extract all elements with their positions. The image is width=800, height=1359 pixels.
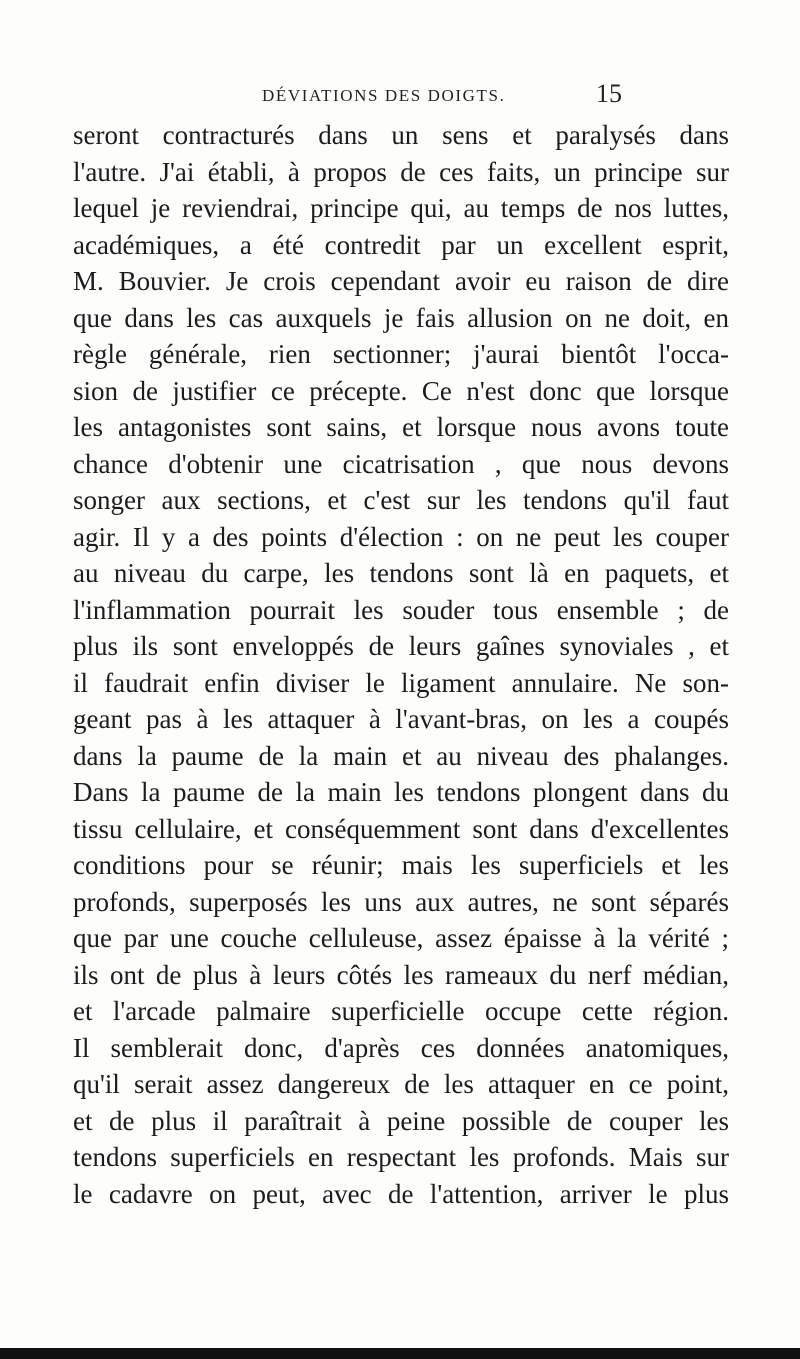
text-line: plus ils sont enveloppés de leurs gaînes synoviales , et: [73, 631, 729, 661]
text-line: agir. Il y a des points d'élection : on ne peut les couper: [73, 521, 729, 552]
text-line: règle générale, rien sectionner; j'aurai bientôt l'occa-: [73, 339, 729, 369]
text-line: et l'arcade palmaire superficielle occupe cette région.: [73, 996, 729, 1026]
text-line: l'autre. J'ai établi, à propos de ces faits, un principe sur: [73, 156, 729, 187]
bottom-edge-bar: [0, 1348, 800, 1359]
text-line: chance d'obtenir une cicatrisation , que nous devons: [73, 448, 729, 479]
text-line: académiques, a été contredit par un excellent esprit,: [73, 229, 729, 260]
text-line: geant pas à les attaquer à l'avant-bras, on les a coupés: [73, 704, 729, 734]
text-line: conditions pour se réunir; mais les superficiels et les: [73, 850, 729, 880]
text-line: Dans la paume de la main les tendons plongent dans du: [73, 777, 729, 807]
text-line: seront contracturés dans un sens et paralysés dans: [73, 120, 729, 150]
page-number: 15: [596, 79, 622, 108]
text-line: tendons superficiels en respectant les profonds. Mais sur: [73, 1142, 729, 1172]
text-line: que par une couche celluleuse, assez épaisse à la vérité ;: [73, 923, 729, 953]
text-line: tissu cellulaire, et conséquemment sont dans d'excellentes: [73, 813, 729, 844]
text-line: les antagonistes sont sains, et lorsque nous avons toute: [73, 412, 729, 442]
running-head: DÉVIATIONS DES DOIGTS.: [262, 86, 506, 105]
text-line: sion de justifier ce précepte. Ce n'est donc que lorsque: [73, 375, 729, 406]
text-line: au niveau du carpe, les tendons sont là en paquets, et: [73, 558, 729, 588]
text-line: ils ont de plus à leurs côtés les rameaux du nerf médian,: [73, 959, 729, 990]
text-line: il faudrait enfin diviser le ligament annulaire. Ne son-: [73, 667, 729, 698]
text-line: le cadavre on peut, avec de l'attention, arriver le plus: [73, 1178, 729, 1209]
text-line: Il semblerait donc, d'après ces données anatomiques,: [73, 1032, 729, 1063]
text-line: dans la paume de la main et au niveau des phalanges.: [73, 740, 729, 771]
text-line: M. Bouvier. Je crois cependant avoir eu raison de dire: [73, 266, 729, 296]
text-line: qu'il serait assez dangereux de les attaquer en ce point,: [73, 1069, 729, 1099]
text-line: l'inflammation pourrait les souder tous ensemble ; de: [73, 594, 729, 625]
text-line: profonds, superposés les uns aux autres, ne sont séparés: [73, 886, 729, 917]
text-line: lequel je reviendrai, principe qui, au temps de nos luttes,: [73, 193, 729, 223]
body-text: [73, 117, 729, 1212]
text-line: et de plus il paraîtrait à peine possible de couper les: [73, 1105, 729, 1136]
text-line: que dans les cas auxquels je fais allusion on ne doit, en: [73, 302, 729, 333]
text-line: songer aux sections, et c'est sur les tendons qu'il faut: [73, 485, 729, 515]
page-header: [262, 79, 622, 112]
